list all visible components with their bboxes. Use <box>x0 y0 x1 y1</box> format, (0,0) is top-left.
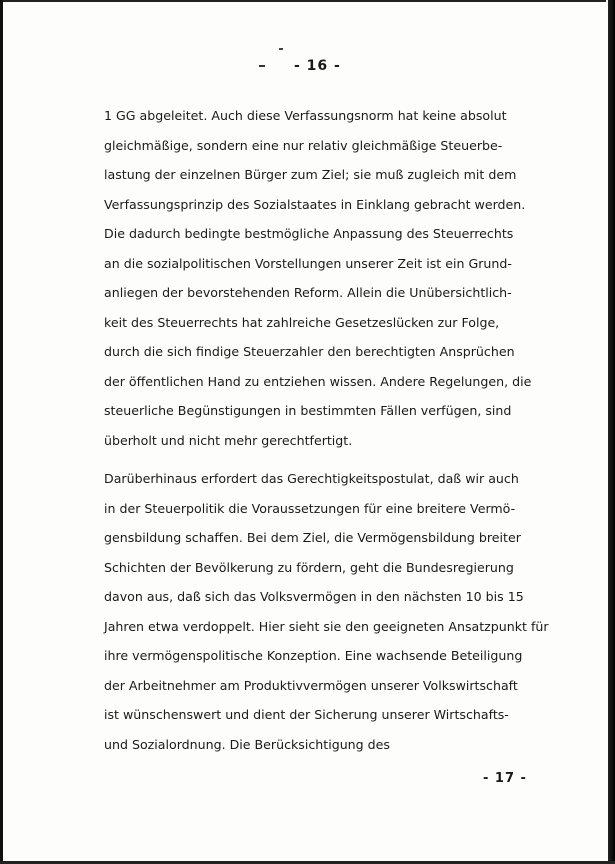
text-line: überholt und nicht mehr gerechtfertigt. <box>104 432 353 448</box>
text-line: ist wünschenswert und dient der Sicherung unserer Wirtschafts- <box>104 707 509 722</box>
text-line: und Sozialordnung. Die Berücksichtigung des <box>104 736 390 752</box>
scan-edge-right <box>606 0 615 864</box>
text-line: keit des Steuerrechts hat zahlreiche Gesetzeslücken zur Folge, <box>104 314 500 330</box>
text-line: davon aus, daß sich das Volksvermögen in den nächsten 10 bis 15 <box>104 589 524 604</box>
text-line: Verfassungsprinzip des Sozialstaates in Einklang gebracht werden. <box>104 196 526 212</box>
next-page-marker: - 17 - <box>483 771 527 786</box>
text-line: lastung der einzelnen Bürger zum Ziel; sie muß zugleich mit dem <box>104 167 517 182</box>
paragraph-gap <box>104 455 524 464</box>
text-line: an die sozialpolitischen Vorstellungen unserer Zeit ist ein Grund- <box>104 255 512 271</box>
text-line: Schichten der Bevölkerung zu fördern, geht die Bundesregierung <box>104 559 514 575</box>
text-line: Darüberhinaus erfordert das Gerechtigkeitspostulat, daß wir auch <box>104 471 519 486</box>
paragraph-2 <box>104 464 549 759</box>
scan-speck <box>259 61 271 64</box>
text-line: anliegen der bevorstehenden Reform. Allein die Unübersichtlich- <box>104 285 512 300</box>
text-line: gensbildung schaffen. Bei dem Ziel, die Vermögensbildung breiter <box>104 530 521 545</box>
text-line: gleichmäßige, sondern eine nur relativ gleichmäßige Steuerbe- <box>104 137 503 153</box>
text-line: der Arbeitnehmer am Produktivvermögen unserer Volkswirtschaft <box>104 677 518 693</box>
text-line: durch die sich findige Steuerzahler den berechtigten Ansprüchen <box>104 344 515 359</box>
paragraph-1 <box>104 101 532 455</box>
text-line: in der Steuerpolitik die Voraussetzungen für eine breitere Vermö- <box>104 500 516 516</box>
text-line: Die dadurch bedingte bestmögliche Anpassung des Steuerrechts <box>104 226 514 241</box>
scan-edge-top <box>0 0 615 2</box>
scan-edge-left <box>0 0 3 864</box>
body-text <box>104 101 549 759</box>
page-number: - 16 - <box>294 58 341 74</box>
text-line: ihre vermögenspolitische Konzeption. Eine wachsende Beteiligung <box>104 648 523 663</box>
text-line: steuerliche Begünstigungen in bestimmten Fällen verfügen, sind <box>104 403 512 418</box>
text-line: 1 GG abgeleitet. Auch diese Verfassungsnorm hat keine absolut <box>104 108 507 123</box>
text-line: Jahren etwa verdoppelt. Hier sieht sie den geeigneten Ansatzpunkt für <box>104 618 549 634</box>
text-line: der öffentlichen Hand zu entziehen wissen. Andere Regelungen, die <box>104 373 532 389</box>
